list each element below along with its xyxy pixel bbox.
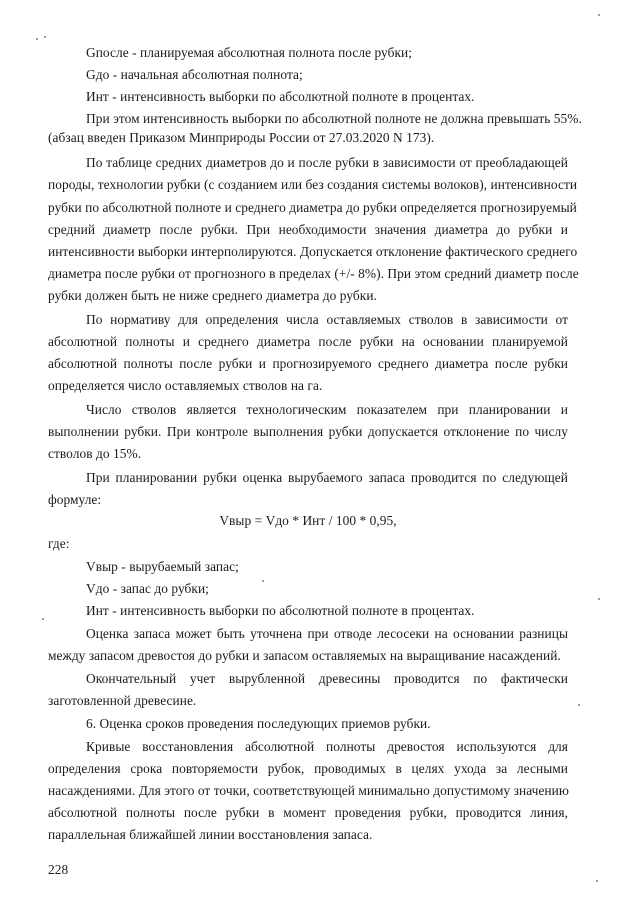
para2-line: определяется число оставляемых стволов на га. <box>48 378 323 393</box>
scan-speck <box>262 580 264 582</box>
para4-line: формуле: <box>48 492 102 507</box>
para2-line: По нормативу для определения числа оставляемых стволов в зависимости от <box>86 312 568 327</box>
para5-line: Оценка запаса может быть уточнена при отводе лесосеки на основании разницы <box>86 626 568 641</box>
definition-v-cut: Vвыр - вырубаемый запас; <box>86 559 239 574</box>
para1-line: породы, технологии рубки (с созданием или без создания системы волоков), интенсивности <box>48 177 578 192</box>
scan-speck <box>598 14 600 16</box>
para4-line: При планировании рубки оценка вырубаемого запаса проводится по следующей <box>86 470 568 485</box>
para7-line: абсолютной полноты после рубки в момент проведения рубки, проводится линия, <box>48 805 568 820</box>
scan-speck <box>42 618 44 620</box>
para6-line: заготовленной древесине. <box>48 693 197 708</box>
para2-line: абсолютной полноты после рубки и прогнозируемого среднего диаметра после рубки <box>48 356 568 371</box>
para1-line: По таблице средних диаметров до и после рубки в зависимости от преобладающей <box>86 155 568 170</box>
para3-line: выполнении рубки. При контроле выполнения рубки допускается отклонение по числу <box>48 424 568 439</box>
scan-speck <box>598 598 600 600</box>
para7-line: насаждениями. Для этого от точки, соответствующей минимально допустимому значению <box>48 783 569 798</box>
amendment-note: (абзац введен Приказом Минприроды России от 27.03.2020 N 173). <box>48 130 435 145</box>
para1-line: рубки по абсолютной полноте и среднего диаметра до рубки определяется прогнозируемый <box>48 200 577 215</box>
scan-speck <box>596 880 598 882</box>
page-number: 228 <box>48 862 69 877</box>
definition-g-after: Gпосле - планируемая абсолютная полнота после рубки; <box>86 45 413 60</box>
para1-line: средний диаметр после рубки. При необходимости значения диаметра до рубки и <box>48 222 568 237</box>
para7-line: Кривые восстановления абсолютной полноты древостоя используются для <box>86 739 568 754</box>
para2-line: абсолютной полноты и среднего диаметра после рубки на основании планируемой <box>48 334 568 349</box>
para5-line: между запасом древостоя до рубки и запасом оставляемых на выращивание насаждений. <box>48 648 561 663</box>
definition-intensity: Инт - интенсивность выборки по абсолютной полноте в процентах. <box>86 89 475 104</box>
para3-line: Число стволов является технологическим показателем при планировании и <box>86 402 568 417</box>
section-heading: 6. Оценка сроков проведения последующих приемов рубки. <box>86 716 431 731</box>
para1-line: рубки должен быть не ниже среднего диаметра до рубки. <box>48 288 377 303</box>
definition-v-before: Vдо - запас до рубки; <box>86 581 209 596</box>
scan-speck <box>36 38 38 40</box>
para6-line: Окончательный учет вырубленной древесины проводится по фактически <box>86 671 568 686</box>
para1-line: интенсивности выборки интерполируются. Допускается отклонение фактического среднего <box>48 244 578 259</box>
definition-intensity: Инт - интенсивность выборки по абсолютной полноте в процентах. <box>86 603 475 618</box>
scan-speck <box>44 36 46 38</box>
definition-g-before: Gдо - начальная абсолютная полнота; <box>86 67 303 82</box>
para3-line: стволов до 15%. <box>48 446 142 461</box>
para1-line: диаметра после рубки от прогнозного в пределах (+/- 8%). При этом средний диаметр после <box>48 266 579 281</box>
formula: Vвыр = Vдо * Инт / 100 * 0,95, <box>219 513 397 528</box>
para7-line: определения срока повторяемости рубок, проводимых в целях ухода за лесными <box>48 761 568 776</box>
intensity-limit: При этом интенсивность выборки по абсолютной полноте не должна превышать 55%. <box>86 111 582 126</box>
where-label: где: <box>48 536 70 551</box>
scan-speck <box>578 704 580 706</box>
para7-line: параллельная ближайшей линии восстановления запаса. <box>48 827 373 842</box>
